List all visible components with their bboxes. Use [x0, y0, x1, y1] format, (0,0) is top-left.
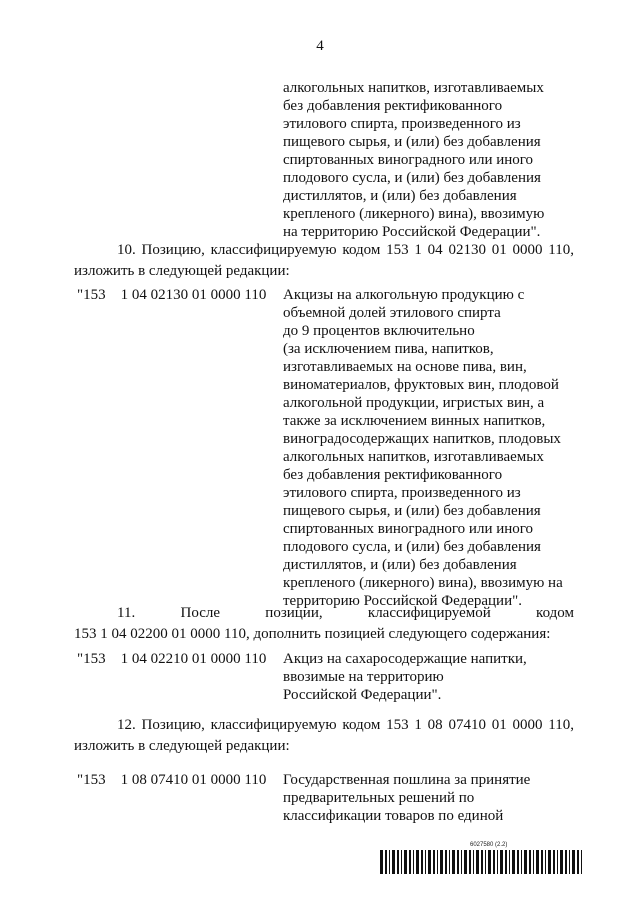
item10-paragraph [74, 240, 574, 282]
item10-line2: изложить в следующей редакции: [74, 263, 290, 279]
item10-description: Акцизы на алкогольную продукцию с объемной долей этилового спирта до 9 процентов включительно (за исключением пива, напитков, изготавливаемых на основе пива, вин, виноматериалов, фруктовых вин, плодовой алкогольной продукции, игристых вин, а также за исключением винных напитков, виноградосодержащих напитков, плодовых алкогольных напитков, изготавливаемых без добавления ректификованного этилового спирта, произведенного из пищевого сырья, и (или) без добавления спиртованных виноградного или иного плодового сусла, и (или) без добавления дистиллятов, и (или) без добавления крепленого (ликерного) вина), ввозимую на территорию Российской Федерации". [283, 287, 563, 609]
item10-code: "153 1 04 02130 01 0000 110 [77, 287, 267, 303]
barcode-icon [380, 850, 585, 874]
item11-paragraph [74, 603, 574, 645]
item12-paragraph [74, 715, 574, 757]
item12-description: Государственная пошлина за принятие предварительных решений по классификации товаров по единой [283, 772, 531, 824]
page-number: 4 [316, 38, 324, 54]
item12-code: "153 1 08 07410 01 0000 110 [77, 772, 267, 788]
block0-description: алкогольных напитков, изготавливаемых без добавления ректификованного этилового спирта, произведенного из пищевого сырья, и (или) без добавления спиртованных виноградного или иного плодового сусла, и (или) без добавления дистиллятов, и (или) без добавления крепленого (ликерного) вина), ввозимую на территорию Российской Федерации". [283, 80, 545, 240]
item12-line1: 12. Позицию, классифицируемую кодом 153 1 08 07410 01 0000 110, [117, 717, 574, 733]
item12-line2: изложить в следующей редакции: [74, 738, 290, 754]
item11-line2: 153 1 04 02200 01 0000 110, дополнить позицией следующего содержания: [74, 626, 551, 642]
barcode-number: 6027580 (2.2) [470, 842, 508, 848]
item10-line1: 10. Позицию, классифицируемую кодом 153 1 04 02130 01 0000 110, [117, 242, 574, 258]
item11-code: "153 1 04 02210 01 0000 110 [77, 651, 267, 667]
item11-line1: 11. После позиции, классифицируемой кодом [117, 605, 574, 621]
item11-description: Акциз на сахаросодержащие напитки, ввозимые на территорию Российской Федерации". [283, 651, 527, 703]
